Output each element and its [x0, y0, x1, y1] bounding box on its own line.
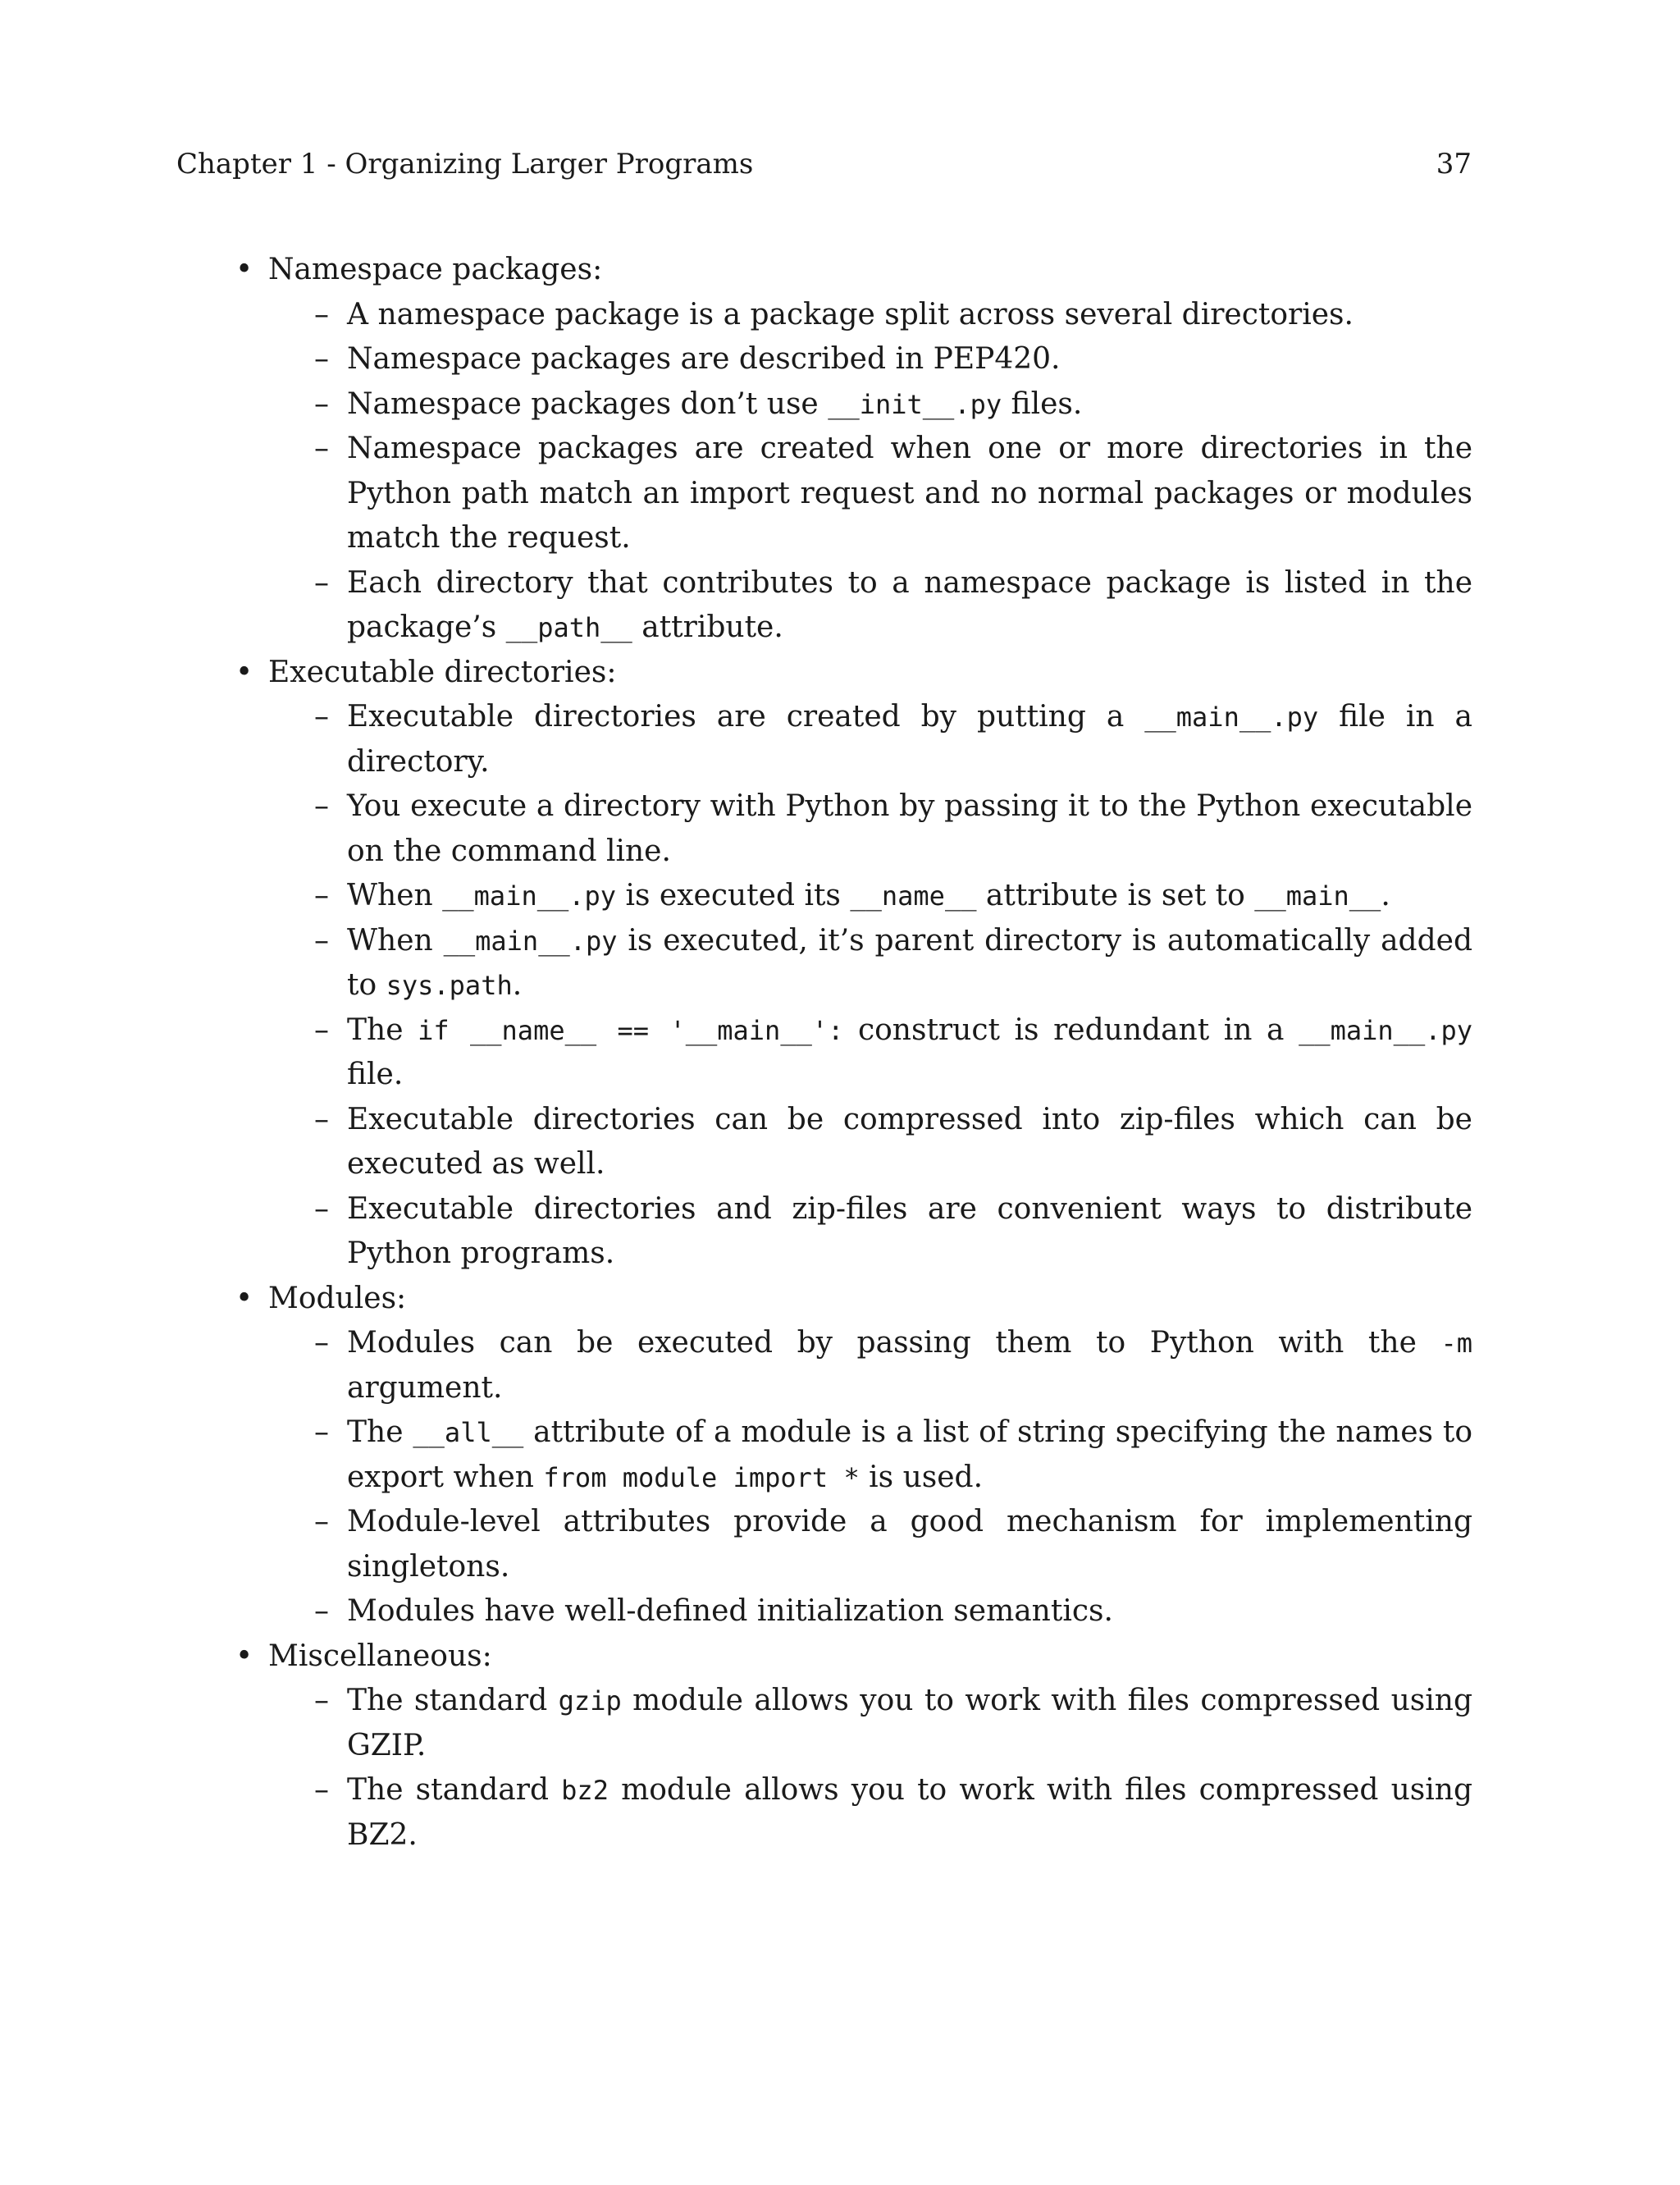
list-item: – Modules can be executed by passing them to Python with the -m argument. [314, 1321, 1472, 1410]
sub-list [268, 1321, 1472, 1634]
list-item: – The if __name__ == '__main__': construct is redundant in a __main__.py file. [314, 1008, 1472, 1098]
inline-code: if __name__ == '__main__': [418, 1014, 844, 1046]
inline-code: -m [1440, 1328, 1472, 1359]
section-namespace-packages [235, 248, 1472, 651]
dash-icon: – [314, 432, 329, 465]
dash-icon: – [314, 297, 329, 331]
chapter-title: Chapter 1 - Organizing Larger Programs [176, 148, 754, 181]
inline-code: __main__ [1254, 880, 1381, 912]
dash-icon: – [314, 1415, 329, 1449]
inline-code: __name__ [850, 880, 977, 912]
dash-icon: – [314, 342, 329, 376]
inline-code: __init__.py [828, 388, 1002, 420]
section-heading: Miscellaneous: [268, 1639, 492, 1673]
list-item: – Namespace packages are described in PEP420. [314, 337, 1472, 382]
section-heading: Executable directories: [268, 655, 617, 689]
list-item: – When __main__.py is executed its __name__ attribute is set to __main__. [314, 874, 1472, 919]
section-heading: Modules: [268, 1281, 407, 1315]
dash-icon: – [314, 565, 329, 600]
inline-code: __main__.py [1144, 702, 1319, 733]
dash-icon: – [314, 923, 329, 958]
list-item: – Executable directories are created by putting a __main__.py file in a directory. [314, 695, 1472, 784]
list-item: – Executable directories can be compressed into zip-files which can be executed as well. [314, 1098, 1472, 1187]
inline-code: __main__.py [443, 925, 618, 957]
section-executable-directories [235, 651, 1472, 1277]
list-item: – Modules have well-defined initialization semantics. [314, 1589, 1472, 1634]
dash-icon: – [314, 879, 329, 912]
section-miscellaneous [235, 1634, 1472, 1858]
dash-icon: – [314, 789, 329, 823]
list-item: – A namespace package is a package split across several directories. [314, 293, 1472, 338]
list-item: – The standard bz2 module allows you to work with files compressed using BZ2. [314, 1768, 1472, 1858]
list-item: – The __all__ attribute of a module is a list of string specifying the names to export when from module import * is used. [314, 1410, 1472, 1500]
section-modules [235, 1277, 1472, 1634]
bullet-icon: • [235, 655, 253, 689]
dash-icon: – [314, 1684, 329, 1717]
section-heading: Namespace packages: [268, 253, 603, 286]
dash-icon: – [314, 1102, 329, 1136]
summary-bullets [235, 248, 1472, 1858]
dash-icon: – [314, 1191, 329, 1226]
dash-icon: – [314, 1594, 329, 1628]
dash-icon: – [314, 1773, 329, 1807]
page-number: 37 [1436, 148, 1472, 181]
inline-code: __all__ [413, 1417, 524, 1448]
dash-icon: – [314, 1505, 329, 1538]
inline-code: gzip [558, 1685, 622, 1716]
list-item: – Executable directories and zip-files are convenient ways to distribute Python programs. [314, 1187, 1472, 1277]
list-item: – Module-level attributes provide a good mechanism for implementing singletons. [314, 1500, 1472, 1589]
bullet-icon: • [235, 1639, 253, 1673]
sub-list [268, 293, 1472, 651]
list-item: – You execute a directory with Python by passing it to the Python executable on the command line. [314, 784, 1472, 874]
inline-code: __main__.py [1299, 1014, 1472, 1046]
sub-list [268, 695, 1472, 1277]
dash-icon: – [314, 386, 329, 421]
list-item: – Each directory that contributes to a namespace package is listed in the package’s __path__ attribute. [314, 561, 1472, 651]
list-item: – The standard gzip module allows you to work with files compressed using GZIP. [314, 1679, 1472, 1768]
inline-code: from module import * [543, 1461, 860, 1493]
running-header [176, 146, 1472, 182]
inline-code: sys.path [386, 970, 513, 1001]
sub-list [268, 1679, 1472, 1858]
summary-list [235, 248, 1472, 1858]
inline-code: __path__ [505, 612, 632, 643]
list-item: – When __main__.py is executed, it’s parent directory is automatically added to sys.path. [314, 919, 1472, 1008]
inline-code: __main__.py [442, 880, 617, 912]
dash-icon: – [314, 700, 329, 734]
dash-icon: – [314, 1013, 329, 1047]
inline-code: bz2 [561, 1775, 609, 1806]
dash-icon: – [314, 1326, 329, 1360]
list-item: – Namespace packages don’t use __init__.py files. [314, 382, 1472, 427]
bullet-icon: • [235, 253, 253, 286]
list-item: – Namespace packages are created when one or more directories in the Python path match an import request and no normal packages or modules match the request. [314, 427, 1472, 561]
bullet-icon: • [235, 1281, 253, 1315]
